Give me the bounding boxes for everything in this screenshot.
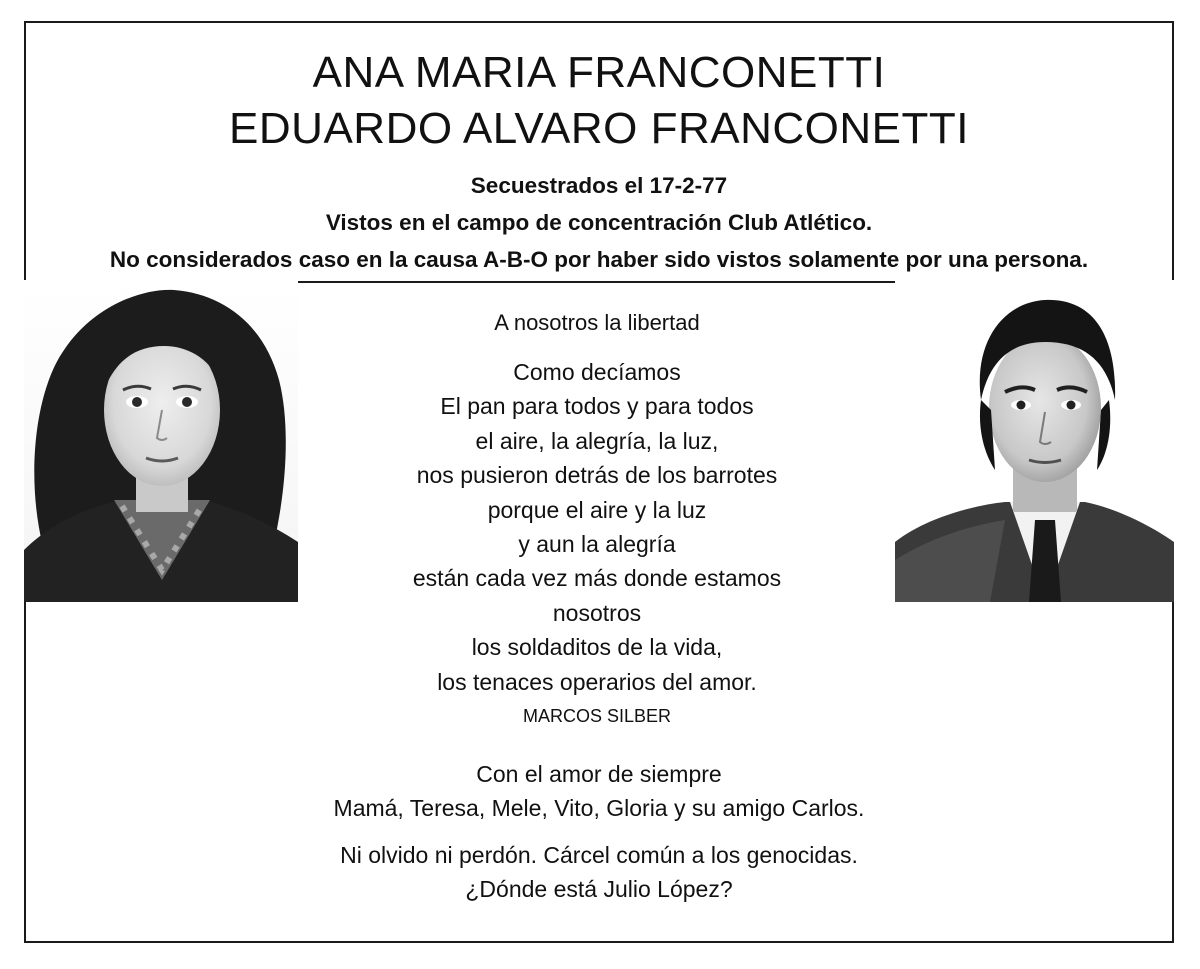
poem-line: nos pusieron detrás de los barrotes	[416, 462, 778, 489]
poem-author: MARCOS SILBER	[522, 706, 672, 727]
poem-title: A nosotros la libertad	[494, 310, 700, 335]
poem-line: nosotros	[552, 599, 642, 626]
notice-header	[26, 23, 1172, 283]
poem-line: los tenaces operarios del amor.	[437, 668, 757, 695]
name-eduardo-alvaro: EDUARDO ALVARO FRANCONETTI	[229, 104, 969, 153]
case-note: No considerados caso en la causa A-B-O por haber sido vistos solamente por una persona.	[109, 247, 1089, 272]
photo-eduardo-alvaro	[895, 280, 1174, 602]
photo-ana-maria	[24, 280, 298, 602]
poem-line: están cada vez más donde estamos	[412, 565, 782, 592]
closing-line: Ni olvido ni perdón. Cárcel común a los genocidas.	[340, 842, 858, 868]
camp-sighting: Vistos en el campo de concentración Club Atlético.	[325, 210, 873, 235]
poem-line: El pan para todos y para todos	[440, 393, 754, 420]
poem-line: los soldaditos de la vida,	[471, 634, 723, 661]
poem-line: Como decíamos	[513, 359, 681, 385]
closing-line: ¿Dónde está Julio López?	[465, 876, 733, 902]
kidnapping-date: Secuestrados el 17-2-77	[470, 173, 728, 198]
dedication-block	[24, 757, 1174, 906]
dedication-line: Con el amor de siempre	[476, 761, 722, 787]
name-ana-maria: ANA MARIA FRANCONETTI	[312, 48, 886, 97]
dedication-line: Mamá, Teresa, Mele, Vito, Gloria y su amigo Carlos.	[333, 795, 865, 821]
poem-line: el aire, la alegría, la luz,	[475, 427, 719, 454]
poem-line: y aun la alegría	[518, 531, 676, 558]
poem-block	[300, 305, 894, 731]
poem-line: porque el aire y la luz	[487, 496, 707, 523]
spacer	[24, 825, 1174, 838]
